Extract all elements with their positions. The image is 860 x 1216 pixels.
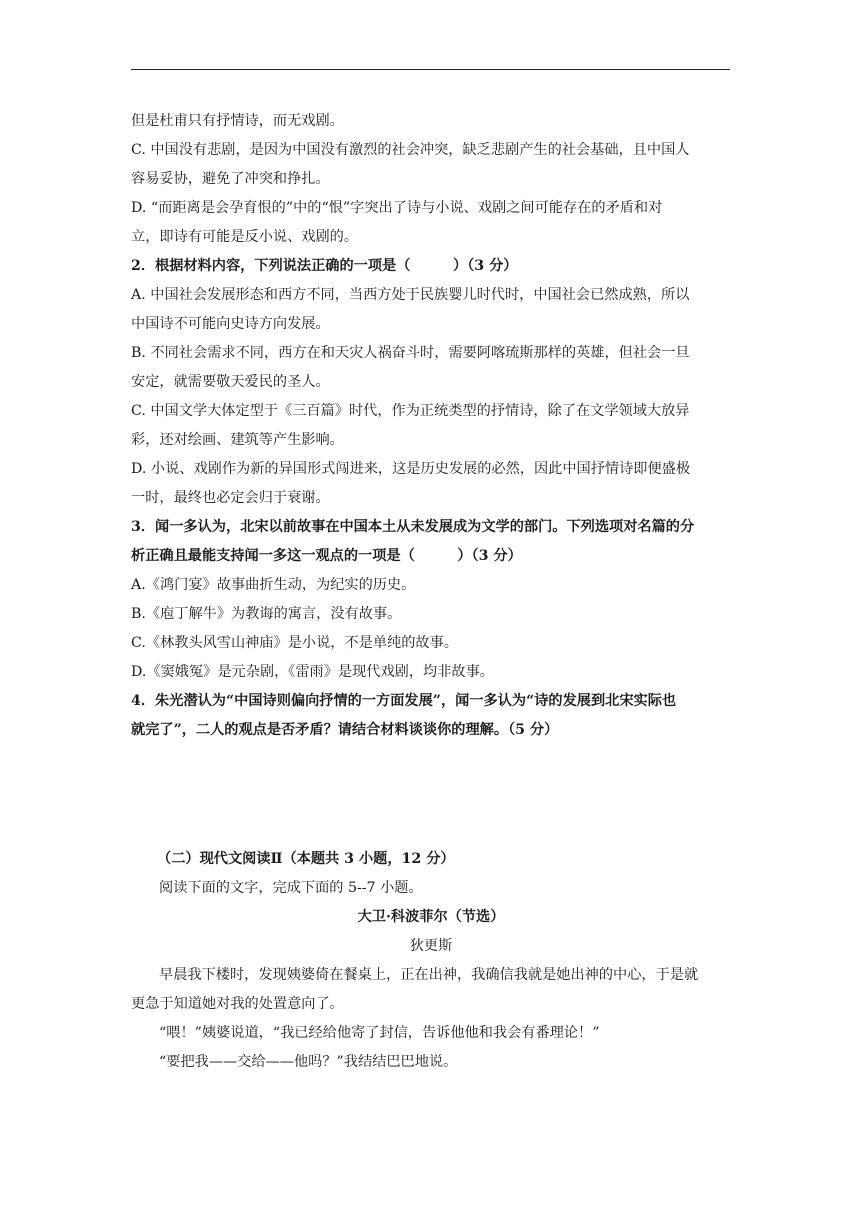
q3-option-b: B.《庖丁解牛》为教诲的寓言，没有故事。 xyxy=(131,606,402,622)
option-d-line: D. “而距离是会孕育恨的”中的“恨”字突出了诗与小说、戏剧之间可能存在的矛盾和对 xyxy=(131,200,663,216)
passage-title: 大卫·科波菲尔（节选） xyxy=(357,909,505,925)
q3-option-a: A.《鸿门宴》故事曲折生动，为纪实的历史。 xyxy=(131,577,416,593)
q3-option-d: D.《窦娥冤》是元杂剧，《雷雨》是现代戏剧，均非故事。 xyxy=(131,664,494,680)
question-4-stem: 就完了”，二人的观点是否矛盾？请结合材料谈谈你的理解。（5 分） xyxy=(131,722,559,738)
passage-paragraph: “要把我——交给——他吗？”我结结巴巴地说。 xyxy=(159,1054,458,1070)
question-4-stem: 4．朱光潜认为“中国诗则偏向抒情的一方面发展”，闻一多认为“诗的发展到北宋实际也 xyxy=(131,693,677,709)
passage-author: 狄更斯 xyxy=(409,938,453,954)
question-3-stem: 3．闻一多认为，北宋以前故事在中国本土从未发展成为文学的部门。下列选项对名篇的分 xyxy=(131,519,695,535)
q2-option-c: C. 中国文学大体定型于《三百篇》时代，作为正统类型的抒情诗，除了在文学领域大放异 xyxy=(131,403,690,419)
q2-option-b: 安定，就需要敬天爱民的圣人。 xyxy=(131,374,330,390)
passage-paragraph: 更急于知道她对我的处置意向了。 xyxy=(131,996,344,1012)
q2-option-a: A. 中国社会发展形态和西方不同，当西方处于民族婴儿时代时，中国社会已然成熟，所以 xyxy=(131,287,690,303)
document-body xyxy=(131,107,731,1077)
q3-option-c: C.《林教头风雪山神庙》是小说，不是单纯的故事。 xyxy=(131,635,458,651)
question-2-stem: 2．根据材料内容，下列说法正确的一项是（ ）（3 分） xyxy=(131,258,518,274)
passage-paragraph: “喂！”姨婆说道，“我已经给他寄了封信，告诉他他和我会有番理论！” xyxy=(159,1025,600,1041)
passage-paragraph: 早晨我下楼时，发现姨婆倚在餐桌上，正在出神，我确信我就是她出神的中心，于是就 xyxy=(159,967,699,983)
q2-option-b: B. 不同社会需求不同，西方在和天灾人祸奋斗时，需要阿喀琉斯那样的英雄，但社会一旦 xyxy=(131,345,690,361)
text-line: 但是杜甫只有抒情诗，而无戏剧。 xyxy=(131,113,344,129)
answer-space xyxy=(131,745,731,845)
q2-option-a: 中国诗不可能向史诗方向发展。 xyxy=(131,316,330,332)
question-3-stem: 析正确且最能支持闻一多这一观点的一项是（ ）（3 分） xyxy=(131,548,522,564)
q2-option-d: D. 小说、戏剧作为新的异国形式闯进来，这是历史发展的必然，因此中国抒情诗即便盛极 xyxy=(131,461,691,477)
section-heading: （二）现代文阅读Ⅱ（本题共 3 小题，12 分） xyxy=(157,851,455,867)
option-c-line: C. 中国没有悲剧，是因为中国没有激烈的社会冲突，缺乏悲剧产生的社会基础，且中国人 xyxy=(131,142,690,158)
option-c-line: 容易妥协，避免了冲突和挣扎。 xyxy=(131,171,330,187)
q2-option-d: 一时，最终也必定会归于衰谢。 xyxy=(131,490,330,506)
reading-instruction: 阅读下面的文字，完成下面的 5--7 小题。 xyxy=(159,880,423,896)
option-d-line: 立，即诗有可能是反小说、戏剧的。 xyxy=(131,229,359,245)
header-rule xyxy=(131,69,730,70)
q2-option-c: 彩，还对绘画、建筑等产生影响。 xyxy=(131,432,344,448)
